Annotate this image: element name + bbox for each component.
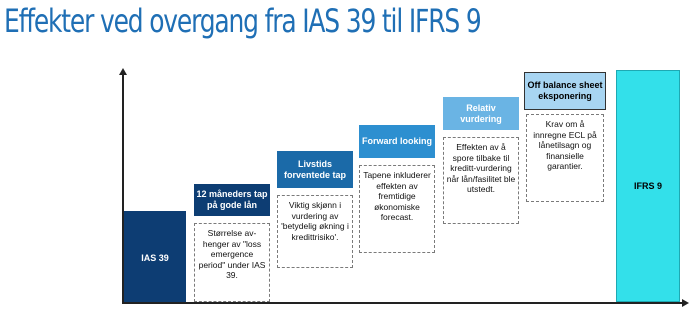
ias39-label: IAS 39 [141,253,169,263]
ifrs9-bar [616,70,680,302]
step-3-description: Tapene inkluderer effekten av fremtidige økonomiske forecast. [359,165,435,253]
step-1-description: Størrelse av-henger av "loss emergence period" under IAS 39. [194,223,270,302]
ias39-bar [124,211,186,302]
step-1-header: 12 måneders tap på gode lån [194,184,270,216]
step-5-description: Krav om å innregne ECL på lånetilsagn og finansielle garantier. [526,114,604,202]
step-2-header: Livstids forventede tap [277,151,353,188]
page-title: Effekter ved overgang fra IAS 39 til IFRS 9 [4,2,481,40]
x-axis [122,302,682,304]
ifrs9-label: IFRS 9 [633,181,662,191]
step-5-header: Off balance sheet eksponering [524,72,606,110]
y-axis-arrow-icon [119,68,127,75]
step-3-header: Forward looking [359,125,435,158]
step-4-description: Effekten av å spore tilbake til kreditt-vurdering når lån/fasilitet ble utstedt. [443,137,519,224]
step-2-description: Viktig skjønn i vurdering av 'betydelig økning i kredittrisiko'. [277,195,353,268]
step-4-header: Relativ vurdering [443,97,519,130]
x-axis-arrow-icon [682,299,689,307]
